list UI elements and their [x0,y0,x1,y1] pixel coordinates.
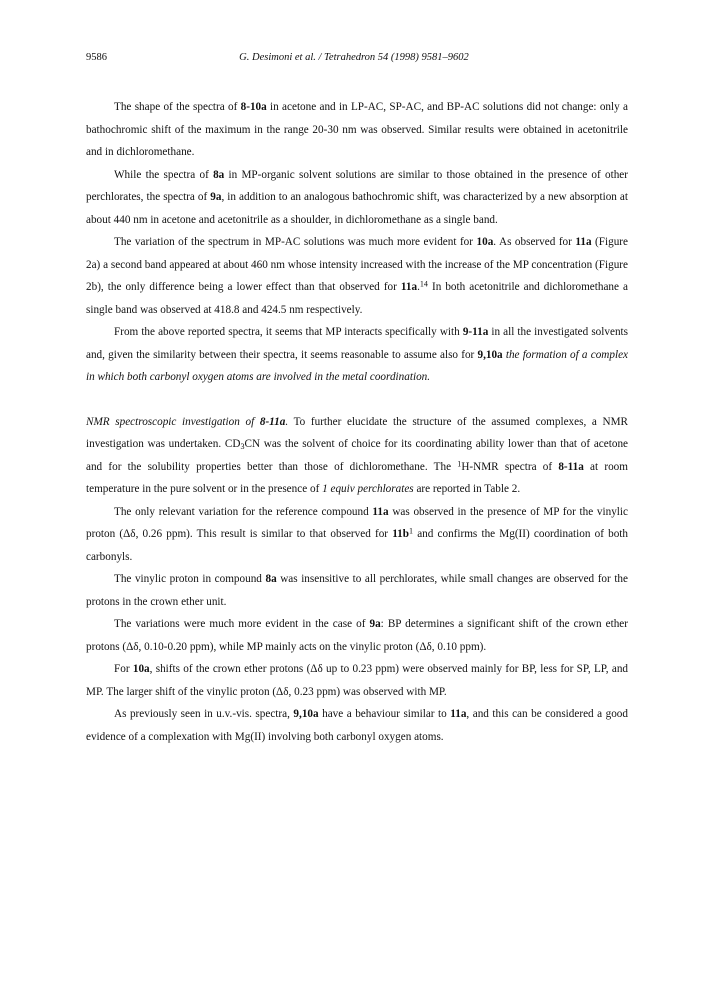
paragraph-1 [86,96,628,164]
paragraph-2 [86,164,628,232]
text: H-NMR spectra of [461,460,559,473]
article-body [86,96,628,748]
paragraph-9 [86,658,628,703]
text: CN was the solvent of choice for its coordinating ability lower than that of acetone and for the solubility properties better than those of dichloromethane. The [86,438,628,473]
text: : BP determines a significant shift of the crown ether protons (Δδ, 0.10-0.20 ppm), while MP mainly acts on the vinylic proton (Δδ, 0.10 ppm). [86,618,628,653]
text: , in addition to an analogous bathochromic shift, was characterized by a new absorption at about 440 nm in acetone and acetonitrile as a shoulder, in dichloromethane as a single band. [86,191,628,226]
citation-superscript: 1 [409,526,414,536]
compound-ref: 9,10a [293,708,319,720]
section-heading: NMR spectroscopic investigation of [86,415,260,428]
compound-ref: 11a [400,281,418,293]
text: From the above reported spectra, it seems that MP interacts specifically with [114,326,463,338]
compound-ref: 9,10a [477,348,503,361]
paragraph-4 [86,321,628,389]
compound-ref: 11a [450,708,467,720]
text: in all the investigated solvents and, given the similarity between their spectra, it seems reasonable to assume also for [86,326,628,361]
text: While the spectra of [114,168,214,181]
superscript: 1 [457,458,462,468]
text: The vinylic proton in compound [114,573,266,585]
section-heading-end: . [285,415,289,428]
text: The only relevant variation for the reference compound [114,505,373,518]
citation-superscript: 14 [419,279,428,289]
compound-ref: 11a [575,236,592,248]
text: was observed in the presence of MP for the vinylic proton (Δδ, 0.26 ppm). This result is similar to that observed for [86,505,628,540]
text: . [417,281,420,293]
compound-ref: 10a [476,236,494,248]
text: In both acetonitrile and dichloromethane a single band was observed at 418.8 and 424.5 nm respectively. [86,281,628,316]
compound-ref: 9-11a [462,326,489,338]
page-number: 9586 [86,52,107,63]
text: For [114,663,133,675]
text: in MP-organic solvent solutions are similar to those obtained in the presence of other perchlorates, the spectra of [86,168,628,203]
subscript: 3 [240,442,245,452]
paragraph-8 [86,613,628,658]
text: and confirms the Mg(II) coordination of both carbonyls. [86,528,628,563]
paragraph-6 [86,501,628,569]
text: (Figure 2a) a second band appeared at about 460 nm whose intensity increased with the increase of the MP concentration (Figure 2b), the only difference being a lower effect than that observed for [86,236,628,293]
text: To further elucidate the structure of the assumed complexes, a NMR investigation was undertaken. CD [86,415,629,450]
paragraph-5-section-heading [86,411,628,501]
paragraph-10 [86,703,628,748]
text: The shape of the spectra of [114,101,241,113]
compound-ref: 9a [210,191,222,203]
text: have a behaviour similar to [318,708,451,720]
compound-ref: 8-10a [240,101,267,113]
text: The variation of the spectrum in MP-AC solutions was much more evident for [114,236,477,248]
page-header [86,52,622,68]
text: are reported in Table 2. [413,483,521,495]
text: was insensitive to all perchlorates, while small changes are observed for the protons in the crown ether unit. [86,573,628,608]
italic-text: 1 equiv perchlorates [322,483,414,495]
italic-text: the formation of a complex in which both carbonyl oxygen atoms are involved in the metal coordination. [86,348,628,383]
compound-ref: 8a [265,573,277,585]
running-title: G. Desimoni et al. / Tetrahedron 54 (1998) 9581–9602 [239,52,469,63]
text: . As observed for [493,236,576,248]
paragraph-7 [86,568,628,613]
compound-ref: 8-11a [259,415,286,428]
text: The variations were much more evident in the case of [114,618,370,630]
compound-ref: 11a [372,505,389,518]
compound-ref: 9a [369,618,381,630]
paragraph-gap [86,389,628,411]
text: , and this can be considered a good evidence of a complexation with Mg(II) involving both carbonyl oxygen atoms. [86,708,628,743]
compound-ref: 11b [392,528,409,540]
text: at room temperature in the pure solvent or in the presence of [86,460,628,495]
text: As previously seen in u.v.-vis. spectra, [114,708,294,720]
compound-ref: 8-11a [558,460,584,473]
text: , shifts of the crown ether protons (Δδ up to 0.23 ppm) were observed mainly for BP, less for SP, LP, and MP. The larger shift of the vinylic proton (Δδ, 0.23 ppm) was observed with MP. [86,663,629,698]
compound-ref: 10a [132,663,150,675]
paragraph-3 [86,231,628,321]
compound-ref: 8a [213,168,225,181]
text: in acetone and in LP-AC, SP-AC, and BP-AC solutions did not change: only a bathochromic shift of the maximum in the range 20-30 nm was observed. Similar results were obtained in acetonitrile and in dichloromethane. [86,101,628,158]
